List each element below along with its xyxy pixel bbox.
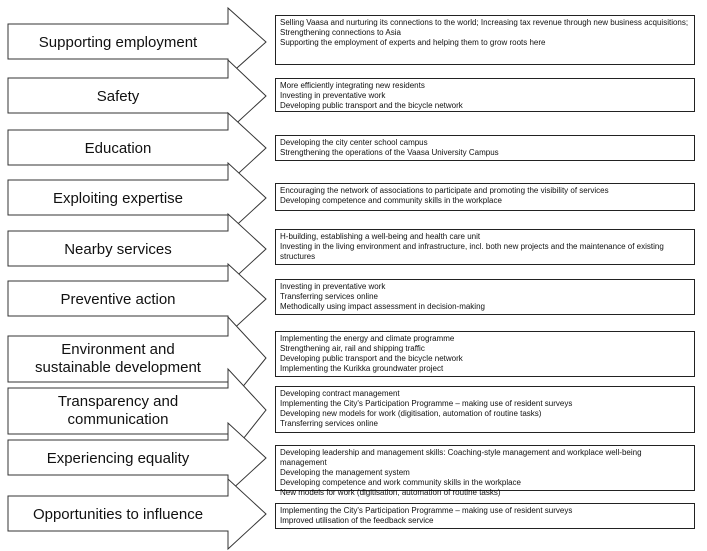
description-item: Encouraging the network of associations to participate and promoting the visibility of services: [280, 186, 609, 195]
description-item: Investing in preventative work: [280, 282, 386, 291]
description-box: [275, 445, 695, 497]
description-item: Strengthening the operations of the Vaasa University Campus: [280, 148, 499, 157]
description-item: Developing competence and work community skills in the workplace: [280, 478, 521, 487]
description-item: Developing new models for work (digitisation, automation of routine tasks): [280, 409, 542, 418]
description-item: Selling Vaasa and nurturing its connections to the world; Increasing tax revenue through new business acquisitions;: [280, 18, 689, 27]
description-item: Implementing the Kurikka groundwater project: [280, 364, 444, 373]
description-box: [275, 503, 695, 529]
description-item: Investing in the living environment and infrastructure, incl. both new projects and the maintenance of existing structures: [280, 242, 664, 261]
description-box: [275, 15, 695, 65]
description-item: Developing public transport and the bicycle network: [280, 354, 463, 363]
description-item: Transferring services online: [280, 292, 378, 301]
description-box: [275, 229, 695, 265]
description-item: Developing competence and community skills in the workplace: [280, 196, 502, 205]
description-box: [275, 279, 695, 315]
description-item: Developing contract management: [280, 389, 400, 398]
description-item: Strengthening connections to Asia: [280, 28, 401, 37]
description-item: Supporting the employment of experts and helping them to grow roots here: [280, 38, 546, 47]
description-box: [275, 135, 695, 161]
description-item: Transferring services online: [280, 419, 378, 428]
description-item: Implementing the energy and climate programme: [280, 334, 455, 343]
arrow-label: Supporting employment: [38, 34, 198, 51]
description-box: [275, 331, 695, 377]
arrow-label: Education: [84, 140, 152, 157]
arrow-label: Preventive action: [60, 291, 176, 308]
arrow-label: Nearby services: [64, 241, 172, 258]
description-item: More efficiently integrating new residents: [280, 81, 425, 90]
arrow-label: Opportunities to influence: [32, 506, 204, 523]
description-item: Developing the management system: [280, 468, 410, 477]
description-item: Developing the city center school campus: [280, 138, 428, 147]
description-item: Developing leadership and management skills: Coaching-style management and workplace well-being management: [280, 448, 642, 467]
description-item: Investing in preventative work: [280, 91, 386, 100]
arrow-label: Environment and: [61, 341, 175, 358]
description-item: Methodically using impact assessment in decision-making: [280, 302, 485, 311]
arrow-label: Transparency and: [57, 393, 179, 410]
description-item: Developing public transport and the bicycle network: [280, 101, 463, 110]
description-item: Improved utilisation of the feedback service: [280, 516, 434, 525]
description-box: [275, 78, 695, 112]
description-item: New models for work (digitisation, automation of routine tasks): [280, 488, 501, 497]
arrow-label: communication: [67, 411, 169, 428]
description-item: Strengthening air, rail and shipping traffic: [280, 344, 425, 353]
description-item: Implementing the City's Participation Programme – making use of resident surveys: [280, 506, 573, 515]
description-box: [275, 183, 695, 211]
arrow-label: Experiencing equality: [46, 450, 190, 467]
description-item: H-building, establishing a well-being and health care unit: [280, 232, 481, 241]
arrow-label: sustainable development: [35, 359, 201, 376]
description-item: Implementing the City's Participation Programme – making use of resident surveys: [280, 399, 573, 408]
arrow-label: Safety: [96, 88, 140, 105]
description-box: [275, 386, 695, 433]
arrow-label: Exploiting expertise: [52, 190, 184, 207]
